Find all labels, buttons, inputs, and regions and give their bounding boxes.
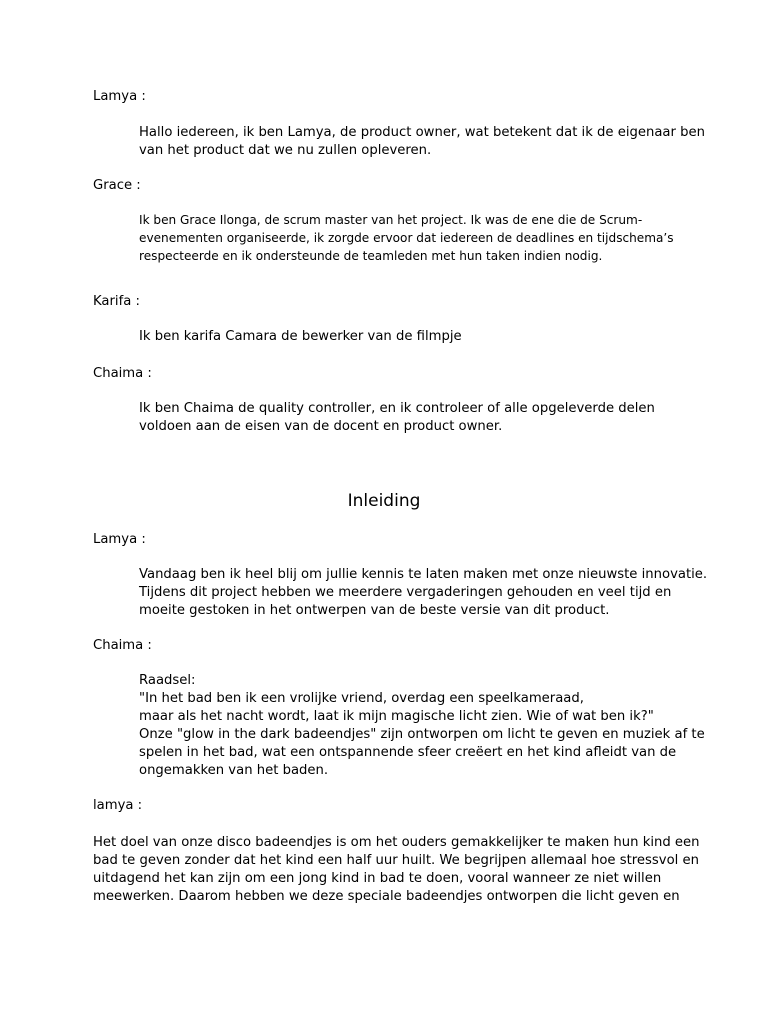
paragraph-line: spelen in het bad, wat een ontspannende sfeer creëert en het kind afleidt van de bbox=[139, 745, 677, 760]
paragraph-line: respecteerde en ik ondersteunde de teamleden met hun taken indien nodig. bbox=[139, 249, 603, 263]
speaker-label: Grace : bbox=[93, 178, 141, 193]
paragraph-line: bad te geven zonder dat het kind een half uur huilt. We begrijpen allemaal hoe stressvol en bbox=[93, 853, 699, 868]
paragraph-line: ongemakken van het baden. bbox=[139, 763, 329, 778]
paragraph-line: meewerken. Daarom hebben we deze speciale badeendjes ontworpen die licht geven en bbox=[93, 889, 680, 904]
paragraph-line: Onze "glow in the dark badeendjes" zijn ontworpen om licht te geven en muziek af te bbox=[139, 727, 705, 742]
paragraph bbox=[139, 124, 705, 160]
paragraph-line: moeite gestoken in het ontwerpen van de beste versie van dit product. bbox=[139, 603, 610, 618]
paragraph-line: van het product dat we nu zullen opleveren. bbox=[139, 143, 432, 158]
speaker-label: Chaima : bbox=[93, 366, 152, 381]
section-heading: Inleiding bbox=[347, 491, 421, 511]
paragraph bbox=[139, 328, 699, 346]
paragraph-line: Vandaag ben ik heel blij om jullie kennis te laten maken met onze nieuwste innovatie. bbox=[139, 567, 708, 582]
paragraph-line: Ik ben karifa Camara de bewerker van de filmpje bbox=[139, 329, 462, 344]
paragraph bbox=[139, 672, 705, 780]
speaker-label: lamya : bbox=[93, 798, 143, 813]
paragraph-line: Ik ben Grace Ilonga, de scrum master van het project. Ik was de ene die de Scrum- bbox=[139, 213, 643, 227]
paragraph-line: Het doel van onze disco badeendjes is om het ouders gemakkelijker te maken hun kind een bbox=[93, 835, 700, 850]
paragraph bbox=[139, 211, 699, 265]
paragraph-line: evenementen organiseerde, ik zorgde ervoor dat iedereen de deadlines en tijdschema’s bbox=[139, 231, 674, 245]
paragraph bbox=[93, 834, 700, 906]
paragraph-line: Ik ben Chaima de quality controller, en ik controleer of alle opgeleverde delen bbox=[139, 401, 655, 416]
paragraph-line: Tijdens dit project hebben we meerdere vergaderingen gehouden en veel tijd en bbox=[139, 585, 672, 600]
paragraph-line: maar als het nacht wordt, laat ik mijn magische licht zien. Wie of wat ben ik?" bbox=[139, 709, 654, 724]
paragraph bbox=[139, 566, 708, 620]
speaker-label: Lamya : bbox=[93, 532, 146, 547]
paragraph-line: uitdagend het kan zijn om een jong kind in bad te doen, vooral wanneer ze niet willen bbox=[93, 871, 662, 886]
paragraph-line: Hallo iedereen, ik ben Lamya, de product owner, wat betekent dat ik de eigenaar ben bbox=[139, 125, 705, 140]
speaker-label: Karifa : bbox=[93, 294, 140, 309]
paragraph-line: voldoen aan de eisen van de docent en product owner. bbox=[139, 419, 503, 434]
paragraph-line: "In het bad ben ik een vrolijke vriend, overdag een speelkameraad, bbox=[139, 691, 584, 706]
speaker-label: Chaima : bbox=[93, 638, 152, 653]
paragraph-line: Raadsel: bbox=[139, 673, 196, 688]
speaker-label: Lamya : bbox=[93, 89, 146, 104]
paragraph bbox=[139, 400, 699, 436]
